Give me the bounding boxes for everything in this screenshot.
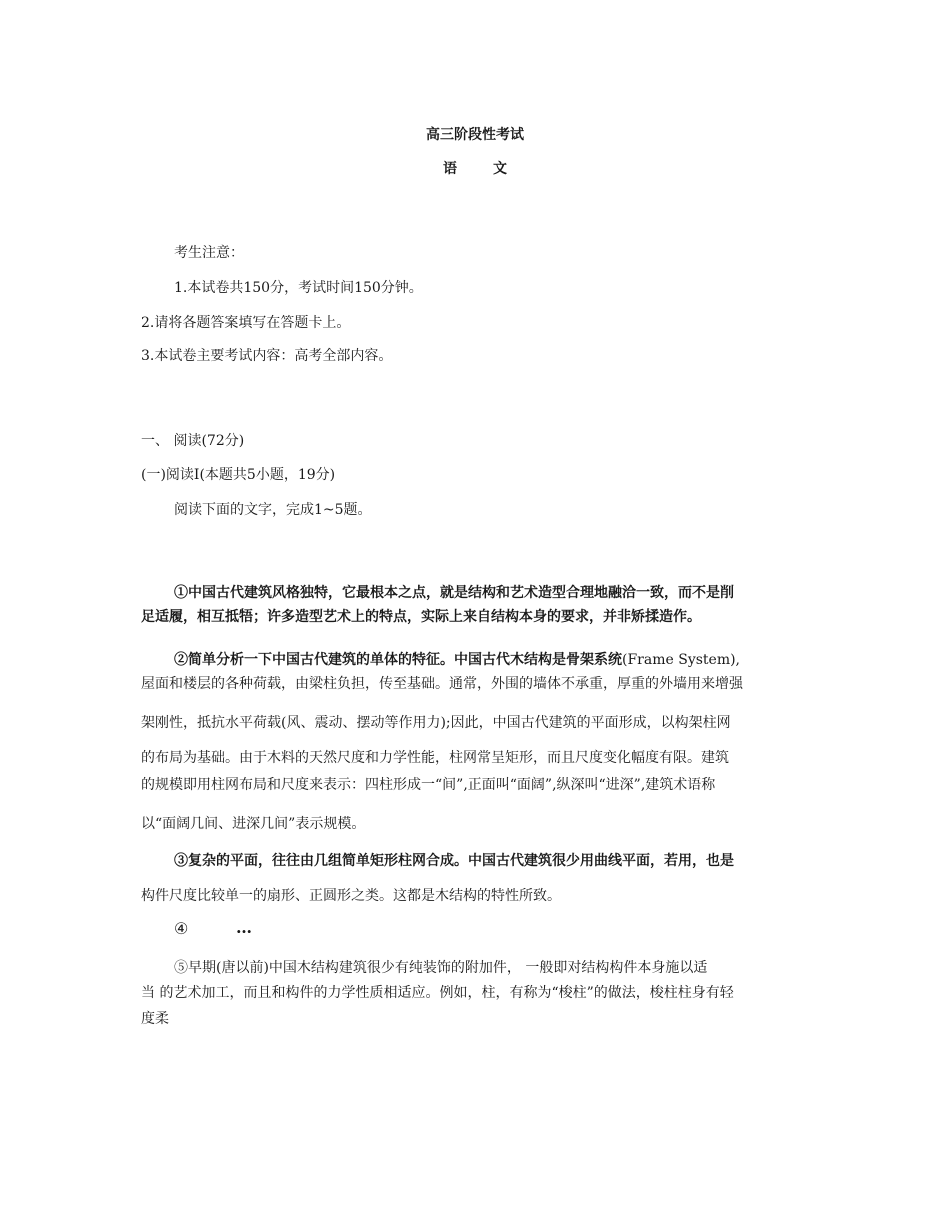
passage-p2-line-1-rest: (Frame System), [622,652,741,668]
passage-p3-line-1: ③复杂的平面，往往由几组简单矩形柱网合成。中国古代建筑很少用曲线平面，若用，也是 [174,853,734,869]
subject-char-right: 文 [493,161,507,177]
subject-char-left: 语 [443,161,457,177]
notice-item-3: 3.本试卷主要考试内容：高考全部内容。 [141,348,393,364]
passage-p2-line-3: 架刚性，抵抗水平荷载(风、震动、摆动等作用力);因此，中国古代建筑的平面形成，以构架柱网 [141,715,731,731]
subject-title [0,162,950,176]
notice-item-2: 2.请将各题答案填写在答题卡上。 [141,315,351,331]
passage-p3-line-2: 构件尺度比较单一的扇形、正圆形之类。这都是木结构的特性所致。 [141,888,561,904]
section-instruction: 阅读下面的文字，完成1~5题。 [174,502,372,518]
section-heading: 一、 阅读(72分) [141,433,245,449]
passage-p2-line-1 [174,653,740,667]
passage-p5-line-3: 度柔 [141,1011,169,1027]
passage-p5-line-2: 当 的艺术加工，而且和构件的力学性质相适应。例如，柱，有称为“梭柱”的做法，梭柱柱身有轻 [141,985,734,1001]
passage-p2-line-4: 的布局为基础。由于木料的天然尺度和力学性能，柱网常呈矩形，而且尺度变化幅度有限。建筑 [141,750,729,766]
passage-p4-ellipsis: … [236,918,252,937]
notice-heading: 考生注意： [174,245,244,261]
section-sub-heading: (一)阅读Ⅰ(本题共5小题，19分) [141,467,336,483]
passage-p2-line-5: 的规模即用柱网布局和尺度来表示：四柱形成一“间”,正面叫“面阔”,纵深叫“进深”,建筑术语称 [141,777,716,793]
exam-title: 高三阶段性考试 [426,127,524,143]
passage-p4-number: ④ [174,919,189,938]
passage-p1-line-1: ①中国古代建筑风格独特，它最根本之点，就是结构和艺术造型合理地融洽一致，而不是削 [174,585,734,601]
passage-p2-line-2: 屋面和楼层的各种荷载，由梁柱负担，传至基础。通常，外围的墙体不承重，厚重的外墙用来增强 [141,676,743,692]
passage-p1-line-2: 足适履，相互抵牾；许多造型艺术上的特点，实际上来自结构本身的要求，并非矫揉造作。 [141,609,701,625]
notice-item-1: 1.本试卷共150分，考试时间150分钟。 [174,280,423,296]
passage-p2-bold-lead: ②简单分析一下中国古代建筑的单体的特征。中国古代木结构是骨架系统 [174,652,622,668]
passage-p2-line-6: 以“面阔几间、进深几间”表示规模。 [141,816,366,832]
passage-p5-line-1: ⑤早期(唐以前)中国木结构建筑很少有纯装饰的附加件， 一般即对结构构件本身施以适 [174,960,708,976]
